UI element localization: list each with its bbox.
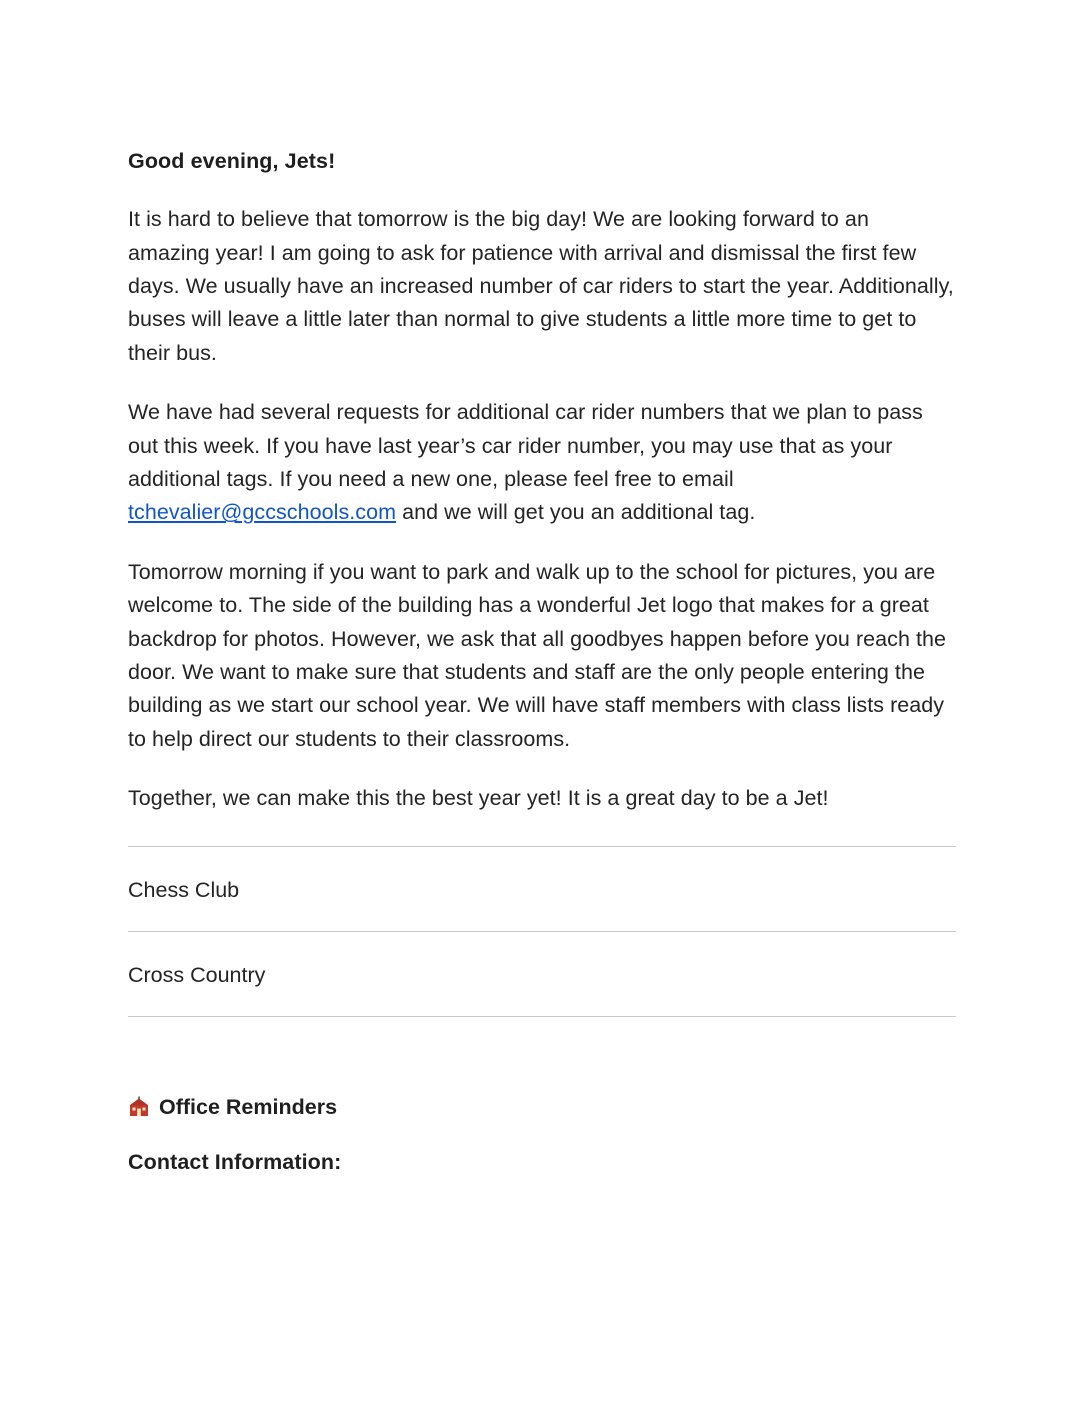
spacer	[128, 990, 956, 1016]
club-item-chess: Chess Club	[128, 877, 240, 902]
spacer	[128, 1120, 956, 1150]
office-reminders-label: Office Reminders	[159, 1094, 338, 1119]
car-rider-text-before-link: We have had several requests for additional car rider numbers that we plan to pass out this week. If you have last year’s car rider number, you may use that as your additional tags. If you need a new one, please feel free to email	[128, 400, 923, 492]
paragraph-arrival-dismissal: It is hard to believe that tomorrow is the big day! We are looking forward to an amazing year! I am going to ask for patience with arrival and dismissal the first few days. We usually have an increased number of car riders to start the year. Additionally, buses will leave a little later than normal to give students a little more time to get to their bus.	[128, 207, 954, 365]
paragraph-pictures-dropoff: Tomorrow morning if you want to park and walk up to the school for pictures, you are welcome to. The side of the building has a wonderful Jet logo that makes for a great backdrop for photos. However, we ask that all goodbyes happen before you reach the door. We want to make sure that students and staff are the only people entering the building as we start our school year. We will have staff members with class lists ready to help direct our students to their classrooms.	[128, 559, 947, 751]
document-body	[128, 146, 956, 1175]
spacer	[128, 847, 956, 875]
greeting-heading: Good evening, Jets!	[128, 149, 336, 173]
paragraph-closing: Together, we can make this the best year yet! It is a great day to be a Jet!	[128, 786, 829, 811]
spacer	[128, 932, 956, 960]
email-link[interactable]: tchevalier@gccschools.com	[128, 500, 397, 525]
spacer	[128, 1017, 956, 1095]
office-reminders-heading	[128, 1095, 956, 1120]
club-item-cross-country: Cross Country	[128, 962, 266, 987]
car-rider-text-after-link: and we will get you an additional tag.	[396, 500, 756, 525]
spacer	[128, 905, 956, 931]
paragraph-car-rider-numbers	[128, 396, 956, 530]
contact-information-heading: Contact Information:	[128, 1149, 342, 1174]
school-icon	[128, 1096, 150, 1118]
